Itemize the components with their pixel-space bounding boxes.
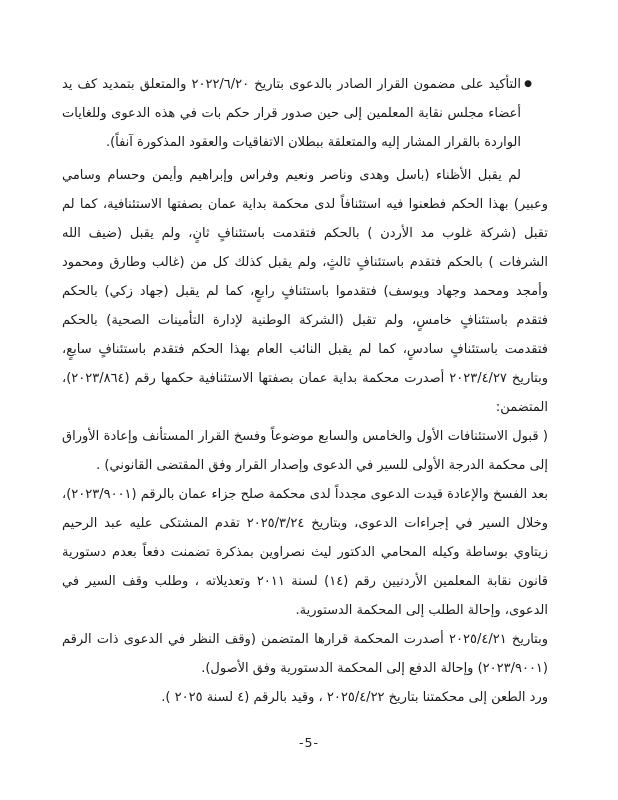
paragraph-appellate-ruling: ( قبول الاستئنافات الأول والخامس والسابع موضوعاً وفسخ القرار المستأنف وإعادة الأوراق إلى محكمة الدرجة الأولى للسير في الدعوى وإصدار القرار وفق المقتضى القانوني) . [62, 429, 548, 473]
paragraph-refiling-constitutional-plea: بعد الفسخ والإعادة قيدت الدعوى مجدداً لدى محكمة صلح جزاء عمان بالرقم (٢٠٢٣/٩٠٠١)، وخلال السير في إجراءات الدعوى، وبتاريخ ٢٠٢٥/٣/٢٤ تقدم المشتكى عليه عبد الرحيم زيتاوي بوساطة وكيله المحامي الدكتور ليث نصراوين بمذكرة تضمنت دفعاً بعدم دستورية قانون نقابة المعلمين الأردنيين رقم (١٤) لسنة ٢٠١١ وتعديلاته ، وطلب وقف السير في الدعوى، وإحالة الطلب إلى المحكمة الدستورية. [62, 487, 548, 618]
bullet-item-text: التأكيد على مضمون القرار الصادر بالدعوى بتاريخ ٢٠٢٢/٦/٢٠ والمتعلق بتمديد كف يد أعضاء مجلس نقابة المعلمين إلى حين صدور قرار حكم بات في هذه الدعوى وللغايات الواردة بالقرار المشار إليه والمتعلقة ببطلان الاتفاقيات والعقود المذكورة آنفاً). [62, 77, 521, 150]
paragraph-appeals: لم يقبل الأظناء (باسل وهدى وناصر ونعيم وفراس وإبراهيم وأيمن وحسام وسامي وعبير) بهذا الحكم فطعنوا فيه استئنافاً لدى محكمة بداية عمان بصفتها الاستئنافية، كما لم تقبل (شركة غلوب مد الأردن ) بالحكم فتقدمت باستئنافٍ ثانٍ، ولم يقبل (ضيف الله الشرفات ) بالحكم فتقدم باستئنافٍ ثالثٍ، ولم يقبل كذلك كل من (غالب وطارق ومحمود وأمجد ومحمد وجهاد ويوسف) فتقدموا باستئنافٍ رابعٍ، كما لم يقبل (جهاد زكي) بالحكم فتقدم باستئنافٍ خامسٍ، ولم تقبل (الشركة الوطنية لإدارة التأمينات الصحية) بالحكم فتقدمت باستئنافٍ سادسٍ، كما لم يقبل النائب العام بهذا الحكم فتقدم باستئنافٍ سابعٍ، وبتاريخ ٢٠٢٣/٤/٢٧ أصدرت محكمة بداية عمان بصفتها الاستئنافية حكمها رقم (٢٠٢٣/٨٦٤)، المتضمن: [62, 168, 549, 415]
bullet-item [62, 70, 548, 157]
page-number: -5- [299, 735, 319, 750]
paragraph-court-decision: وبتاريخ ٢٠٢٥/٤/٢١ أصدرت المحكمة قرارها المتضمن (وقف النظر في الدعوى ذات الرقم (٢٠٢٣/٩٠٠١) وإحالة الدفع إلى المحكمة الدستورية وفق الأصول). [62, 632, 548, 676]
bullet-marker-icon: ● [524, 79, 532, 89]
document-body [62, 70, 548, 712]
paragraph-appeal-received: ورد الطعن إلى محكمتنا بتاريخ ٢٠٢٥/٤/٢٢ ، وقيد بالرقم (٤ لسنة ٢٠٢٥ ). [161, 690, 548, 705]
